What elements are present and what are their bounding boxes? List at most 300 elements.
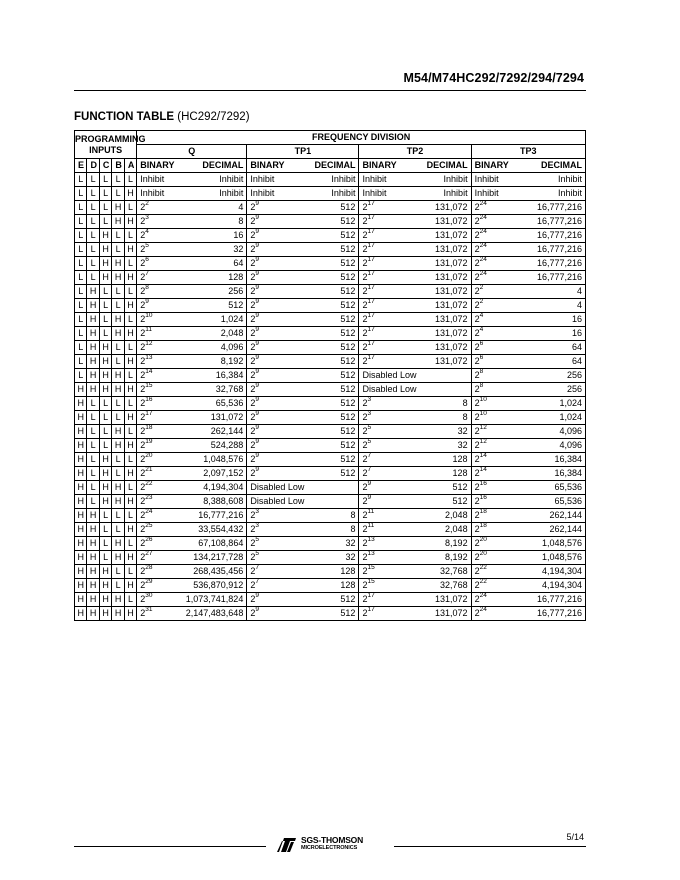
- table-row: [75, 509, 586, 523]
- q-binary-base: 2: [140, 426, 146, 436]
- output-header-tp1: TP1: [247, 145, 359, 159]
- q-binary-cell: [137, 341, 177, 355]
- tp2-decimal-cell: 8,192: [400, 551, 471, 565]
- table-row: [75, 327, 586, 341]
- tp3-decimal-cell: 16,777,216: [513, 271, 586, 285]
- input-cell-b: L: [112, 397, 124, 411]
- input-cell-d: H: [87, 565, 99, 579]
- logo-company-name: SGS-THOMSON: [301, 835, 364, 845]
- input-cell-d: L: [87, 201, 99, 215]
- q-binary-cell: Inhibit: [137, 173, 177, 187]
- tp1-binary-exponent: 9: [255, 410, 259, 417]
- q-binary-cell: [137, 593, 177, 607]
- input-cell-b: L: [112, 523, 124, 537]
- tp2-binary-cell: [359, 243, 401, 257]
- input-cell-e: L: [75, 257, 87, 271]
- tp1-binary-base: 2: [250, 552, 256, 562]
- table-row: [75, 537, 586, 551]
- tp1-decimal-cell: 32: [288, 551, 359, 565]
- input-cell-d: L: [87, 411, 99, 425]
- tp3-decimal-cell: 1,048,576: [513, 551, 586, 565]
- tp3-decimal-cell: 16: [513, 327, 586, 341]
- tp1-binary-base: 2: [250, 538, 256, 548]
- decimal-header: DECIMAL: [513, 159, 586, 173]
- q-binary-cell: [137, 411, 177, 425]
- tp3-binary-base: 2: [474, 370, 480, 380]
- input-cell-d: L: [87, 215, 99, 229]
- table-row: [75, 355, 586, 369]
- tp1-disabled-cell: Disabled Low: [247, 481, 359, 495]
- tp2-binary-cell: [359, 453, 401, 467]
- tp1-binary-cell: [247, 397, 289, 411]
- input-cell-a: H: [124, 383, 136, 397]
- table-row: [75, 411, 586, 425]
- tp3-decimal-cell: 64: [513, 341, 586, 355]
- input-cell-c: L: [99, 201, 111, 215]
- tp3-binary-cell: [471, 523, 513, 537]
- tp2-decimal-cell: 131,072: [400, 271, 471, 285]
- tp2-binary-exponent: 17: [367, 312, 375, 319]
- tp3-decimal-cell: 16,777,216: [513, 257, 586, 271]
- tp3-binary-cell: [471, 411, 513, 425]
- input-cell-b: L: [112, 565, 124, 579]
- tp3-binary-base: 2: [474, 328, 480, 338]
- q-decimal-cell: 64: [177, 257, 247, 271]
- input-cell-a: L: [124, 229, 136, 243]
- tp2-binary-cell: [359, 523, 401, 537]
- input-cell-e: L: [75, 299, 87, 313]
- q-decimal-cell: 32,768: [177, 383, 247, 397]
- tp3-decimal-cell: 4: [513, 285, 586, 299]
- tp2-binary-base: 2: [362, 258, 368, 268]
- tp3-binary-base: 2: [474, 482, 480, 492]
- q-decimal-cell: 128: [177, 271, 247, 285]
- tp3-binary-cell: [471, 383, 513, 397]
- tp2-binary-base: 2: [362, 594, 368, 604]
- q-decimal-cell: 16,384: [177, 369, 247, 383]
- input-cell-a: H: [124, 551, 136, 565]
- input-cell-a: H: [124, 187, 136, 201]
- tp2-decimal-cell: 32,768: [400, 565, 471, 579]
- tp1-decimal-cell: 512: [288, 593, 359, 607]
- tp3-decimal-cell: 16,777,216: [513, 593, 586, 607]
- input-cell-a: L: [124, 453, 136, 467]
- tp3-binary-cell: [471, 607, 513, 621]
- input-cell-d: L: [87, 257, 99, 271]
- tp2-binary-cell: [359, 215, 401, 229]
- tp3-binary-exponent: 8: [479, 368, 484, 375]
- input-cell-a: H: [124, 411, 136, 425]
- input-cell-e: L: [75, 243, 87, 257]
- q-binary-base: 2: [140, 314, 146, 324]
- tp3-binary-cell: [471, 355, 513, 369]
- input-cell-e: H: [75, 383, 87, 397]
- input-header-d: D: [87, 159, 99, 173]
- input-cell-a: L: [124, 481, 136, 495]
- tp1-binary-cell: [247, 299, 289, 313]
- input-cell-d: L: [87, 229, 99, 243]
- tp1-disabled-cell: Disabled Low: [247, 495, 359, 509]
- q-binary-cell: [137, 579, 177, 593]
- q-decimal-cell: 8,388,608: [177, 495, 247, 509]
- tp2-decimal-cell: 131,072: [400, 593, 471, 607]
- tp2-binary-cell: [359, 439, 401, 453]
- input-cell-d: H: [87, 607, 99, 621]
- tp1-binary-cell: [247, 201, 289, 215]
- input-cell-b: H: [112, 551, 124, 565]
- output-header-tp3: TP3: [471, 145, 585, 159]
- input-cell-a: H: [124, 271, 136, 285]
- tp3-binary-base: 2: [474, 552, 480, 562]
- q-binary-exponent: 18: [145, 424, 153, 431]
- q-binary-base: 2: [140, 580, 146, 590]
- tp1-binary-exponent: 3: [255, 508, 259, 515]
- tp1-binary-base: 2: [250, 244, 256, 254]
- input-cell-c: L: [99, 425, 111, 439]
- tp2-decimal-cell: 8: [400, 397, 471, 411]
- input-cell-b: H: [112, 593, 124, 607]
- q-binary-cell: [137, 523, 177, 537]
- q-decimal-cell: 1,073,741,824: [177, 593, 247, 607]
- tp1-binary-cell: [247, 257, 289, 271]
- tp2-binary-base: 2: [362, 244, 368, 254]
- input-cell-c: H: [99, 271, 111, 285]
- tp1-binary-base: 2: [250, 566, 256, 576]
- q-binary-base: 2: [140, 230, 146, 240]
- tp1-decimal-cell: 512: [288, 467, 359, 481]
- q-binary-base: 2: [140, 440, 146, 450]
- q-decimal-cell: 65,536: [177, 397, 247, 411]
- tp3-binary-base: 2: [474, 510, 480, 520]
- tp1-binary-base: 2: [250, 580, 256, 590]
- input-cell-e: L: [75, 327, 87, 341]
- input-cell-a: L: [124, 173, 136, 187]
- tp1-binary-exponent: 9: [255, 396, 259, 403]
- tp3-binary-cell: [471, 453, 513, 467]
- tp2-binary-exponent: 13: [367, 536, 375, 543]
- tp3-decimal-cell: 256: [513, 369, 586, 383]
- tp2-binary-exponent: 11: [367, 508, 375, 515]
- tp1-decimal-cell: 512: [288, 229, 359, 243]
- tp2-binary-cell: [359, 327, 401, 341]
- q-binary-exponent: 12: [145, 340, 153, 347]
- tp1-binary-base: 2: [250, 608, 256, 618]
- tp1-decimal-cell: 512: [288, 383, 359, 397]
- q-binary-base: 2: [140, 370, 146, 380]
- q-binary-cell: [137, 453, 177, 467]
- tp2-binary-base: 2: [362, 566, 368, 576]
- q-binary-base: 2: [140, 496, 146, 506]
- page-number: 5/14: [566, 832, 584, 842]
- tp1-binary-cell: [247, 537, 289, 551]
- q-binary-cell: [137, 397, 177, 411]
- tp3-binary-base: 2: [474, 258, 480, 268]
- tp2-decimal-cell: 2,048: [400, 523, 471, 537]
- tp2-binary-exponent: 3: [367, 396, 372, 403]
- input-cell-e: H: [75, 537, 87, 551]
- tp1-binary-exponent: 9: [255, 284, 259, 291]
- input-cell-b: H: [112, 257, 124, 271]
- input-cell-a: L: [124, 369, 136, 383]
- q-binary-exponent: 7: [145, 270, 149, 277]
- tp3-binary-base: 2: [474, 524, 480, 534]
- table-row: [75, 453, 586, 467]
- q-binary-cell: [137, 243, 177, 257]
- input-cell-a: L: [124, 341, 136, 355]
- tp3-decimal-cell: 65,536: [513, 481, 586, 495]
- programming-inputs-header: PROGRAMMING INPUTS: [75, 131, 137, 159]
- input-cell-c: H: [99, 565, 111, 579]
- input-cell-b: H: [112, 607, 124, 621]
- q-decimal-cell: 67,108,864: [177, 537, 247, 551]
- input-cell-c: L: [99, 509, 111, 523]
- input-cell-b: H: [112, 537, 124, 551]
- tp2-binary-exponent: 17: [367, 228, 375, 235]
- tp2-decimal-cell: 131,072: [400, 215, 471, 229]
- input-cell-b: L: [112, 467, 124, 481]
- input-cell-e: L: [75, 369, 87, 383]
- q-binary-base: 2: [140, 412, 146, 422]
- input-cell-e: L: [75, 215, 87, 229]
- tp1-decimal-cell: 512: [288, 313, 359, 327]
- tp2-binary-cell: [359, 551, 401, 565]
- tp2-binary-cell: [359, 607, 401, 621]
- tp3-binary-exponent: 14: [479, 452, 487, 459]
- input-cell-c: H: [99, 467, 111, 481]
- tp3-binary-base: 2: [474, 538, 480, 548]
- q-decimal-cell: 256: [177, 285, 247, 299]
- tp2-binary-cell: [359, 425, 401, 439]
- tp2-binary-exponent: 15: [367, 564, 375, 571]
- q-binary-exponent: 19: [145, 438, 153, 445]
- tp1-binary-exponent: 3: [255, 522, 259, 529]
- input-cell-c: L: [99, 411, 111, 425]
- q-binary-exponent: 21: [145, 466, 153, 473]
- tp3-decimal-cell: 262,144: [513, 509, 586, 523]
- q-binary-cell: [137, 481, 177, 495]
- q-decimal-cell: 2,048: [177, 327, 247, 341]
- tp3-binary-exponent: 4: [479, 312, 484, 319]
- tp1-binary-base: 2: [250, 272, 256, 282]
- tp2-binary-cell: [359, 481, 401, 495]
- tp1-binary-cell: [247, 607, 289, 621]
- tp3-decimal-cell: 4,194,304: [513, 579, 586, 593]
- tp2-binary-base: 2: [362, 482, 368, 492]
- tp1-decimal-cell: 512: [288, 355, 359, 369]
- tp2-binary-exponent: 17: [367, 256, 375, 263]
- q-binary-cell: [137, 299, 177, 313]
- tp3-decimal-cell: 4,096: [513, 425, 586, 439]
- input-cell-b: H: [112, 439, 124, 453]
- table-row: [75, 579, 586, 593]
- input-cell-c: H: [99, 341, 111, 355]
- st-logo-icon: [277, 837, 297, 853]
- input-cell-d: H: [87, 313, 99, 327]
- q-binary-base: 2: [140, 454, 146, 464]
- table-row: [75, 397, 586, 411]
- table-row: [75, 369, 586, 383]
- tp1-binary-cell: [247, 271, 289, 285]
- tp3-binary-exponent: 16: [479, 480, 487, 487]
- tp2-binary-cell: Inhibit: [359, 173, 401, 187]
- tp2-binary-base: 2: [362, 580, 368, 590]
- tp2-binary-cell: [359, 579, 401, 593]
- q-binary-exponent: 17: [145, 410, 153, 417]
- input-cell-e: H: [75, 509, 87, 523]
- tp2-decimal-cell: 131,072: [400, 341, 471, 355]
- tp3-binary-exponent: 18: [479, 508, 487, 515]
- tp1-binary-base: 2: [250, 342, 256, 352]
- tp2-binary-cell: [359, 299, 401, 313]
- tp3-binary-base: 2: [474, 566, 480, 576]
- tp1-decimal-cell: 512: [288, 243, 359, 257]
- input-cell-b: H: [112, 383, 124, 397]
- q-binary-exponent: 28: [145, 564, 153, 571]
- tp1-binary-exponent: 9: [255, 326, 259, 333]
- table-row: [75, 215, 586, 229]
- q-binary-exponent: 5: [145, 242, 149, 249]
- tp2-binary-base: 2: [362, 468, 368, 478]
- q-binary-exponent: 14: [145, 368, 153, 375]
- input-cell-a: H: [124, 523, 136, 537]
- decimal-header: DECIMAL: [177, 159, 247, 173]
- q-binary-exponent: 22: [145, 480, 153, 487]
- company-logo: [277, 835, 389, 855]
- tp1-binary-base: 2: [250, 398, 256, 408]
- tp3-binary-cell: [471, 593, 513, 607]
- input-cell-c: H: [99, 481, 111, 495]
- input-header-a: A: [124, 159, 136, 173]
- tp1-binary-cell: [247, 383, 289, 397]
- tp1-decimal-cell: 512: [288, 257, 359, 271]
- input-header-c: C: [99, 159, 111, 173]
- tp3-binary-exponent: 22: [479, 564, 487, 571]
- tp3-binary-base: 2: [474, 244, 480, 254]
- tp3-binary-exponent: 2: [479, 298, 484, 305]
- table-row: [75, 285, 586, 299]
- tp2-decimal-cell: 8,192: [400, 537, 471, 551]
- q-binary-exponent: 16: [145, 396, 153, 403]
- q-binary-cell: [137, 369, 177, 383]
- tp2-binary-base: 2: [362, 496, 368, 506]
- tp2-decimal-cell: 8: [400, 411, 471, 425]
- tp3-binary-base: 2: [474, 468, 480, 478]
- tp3-binary-exponent: 24: [479, 256, 487, 263]
- input-cell-d: L: [87, 425, 99, 439]
- tp2-decimal-cell: 512: [400, 495, 471, 509]
- q-binary-cell: [137, 327, 177, 341]
- tp3-binary-cell: Inhibit: [471, 173, 513, 187]
- input-cell-a: L: [124, 313, 136, 327]
- tp2-binary-base: 2: [362, 510, 368, 520]
- tp1-binary-base: 2: [250, 202, 256, 212]
- table-row: [75, 425, 586, 439]
- table-row: [75, 299, 586, 313]
- tp1-binary-cell: [247, 593, 289, 607]
- tp1-binary-base: 2: [250, 426, 256, 436]
- input-cell-c: L: [99, 439, 111, 453]
- tp3-binary-exponent: 24: [479, 228, 487, 235]
- tp3-decimal-cell: 1,024: [513, 397, 586, 411]
- input-header-b: B: [112, 159, 124, 173]
- tp1-binary-cell: [247, 243, 289, 257]
- tp3-binary-base: 2: [474, 202, 480, 212]
- input-cell-e: L: [75, 201, 87, 215]
- tp1-decimal-cell: 512: [288, 215, 359, 229]
- tp1-binary-cell: [247, 523, 289, 537]
- input-cell-a: L: [124, 397, 136, 411]
- q-decimal-cell: 16,777,216: [177, 509, 247, 523]
- tp3-binary-exponent: 24: [479, 200, 487, 207]
- tp3-decimal-cell: 1,024: [513, 411, 586, 425]
- tp3-decimal-cell: 4,096: [513, 439, 586, 453]
- input-cell-e: L: [75, 355, 87, 369]
- q-binary-exponent: 20: [145, 452, 153, 459]
- tp2-binary-base: 2: [362, 426, 368, 436]
- q-binary-base: 2: [140, 552, 146, 562]
- tp1-binary-exponent: 9: [255, 382, 259, 389]
- tp1-binary-cell: Inhibit: [247, 173, 289, 187]
- tp1-decimal-cell: 512: [288, 397, 359, 411]
- input-cell-e: H: [75, 425, 87, 439]
- input-cell-a: H: [124, 579, 136, 593]
- tp3-binary-cell: [471, 215, 513, 229]
- tp1-decimal-cell: 512: [288, 327, 359, 341]
- tp1-decimal-cell: 512: [288, 285, 359, 299]
- tp3-binary-cell: [471, 509, 513, 523]
- tp2-decimal-cell: 131,072: [400, 285, 471, 299]
- table-row: [75, 201, 586, 215]
- input-cell-a: L: [124, 593, 136, 607]
- tp1-decimal-cell: 512: [288, 341, 359, 355]
- tp2-binary-exponent: 17: [367, 326, 375, 333]
- tp3-binary-exponent: 24: [479, 592, 487, 599]
- input-cell-e: H: [75, 439, 87, 453]
- input-cell-c: H: [99, 593, 111, 607]
- tp1-binary-base: 2: [250, 468, 256, 478]
- tp3-binary-cell: [471, 201, 513, 215]
- q-decimal-cell: Inhibit: [177, 187, 247, 201]
- tp3-binary-exponent: 24: [479, 606, 487, 613]
- input-cell-d: H: [87, 327, 99, 341]
- tp2-binary-base: 2: [362, 202, 368, 212]
- output-header-tp2: TP2: [359, 145, 471, 159]
- tp2-decimal-cell: 128: [400, 453, 471, 467]
- input-cell-b: L: [112, 173, 124, 187]
- input-cell-e: L: [75, 285, 87, 299]
- q-binary-cell: [137, 509, 177, 523]
- tp1-decimal-cell: 512: [288, 299, 359, 313]
- tp3-decimal-cell: 64: [513, 355, 586, 369]
- input-cell-a: L: [124, 509, 136, 523]
- input-cell-d: H: [87, 341, 99, 355]
- input-cell-a: H: [124, 607, 136, 621]
- input-cell-c: H: [99, 369, 111, 383]
- tp1-binary-exponent: 9: [255, 298, 259, 305]
- decimal-header: DECIMAL: [288, 159, 359, 173]
- tp1-binary-exponent: 9: [255, 438, 259, 445]
- tp2-binary-exponent: 17: [367, 270, 375, 277]
- input-cell-b: L: [112, 355, 124, 369]
- q-decimal-cell: 524,288: [177, 439, 247, 453]
- tp1-decimal-cell: 512: [288, 271, 359, 285]
- table-row: [75, 229, 586, 243]
- input-cell-e: H: [75, 397, 87, 411]
- input-cell-c: H: [99, 453, 111, 467]
- tp2-binary-exponent: 17: [367, 592, 375, 599]
- tp3-binary-base: 2: [474, 300, 480, 310]
- tp1-binary-exponent: 9: [255, 340, 259, 347]
